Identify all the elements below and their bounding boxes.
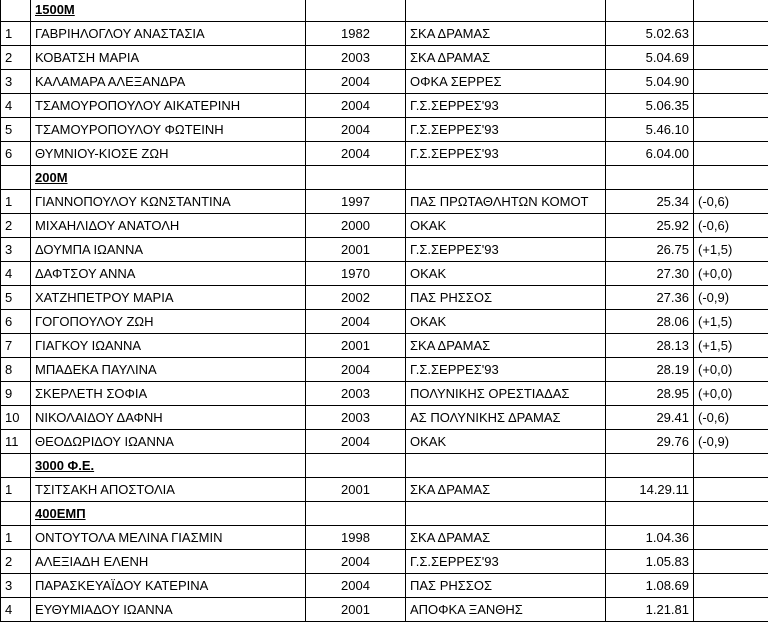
athlete-name-cell[interactable]: ΓΙΑΝΝΟΠΟΥΛΟΥ ΚΩΝΣΤΑΝΤΙΝΑ — [31, 190, 306, 214]
performance-cell[interactable]: 5.46.10 — [606, 118, 694, 142]
rank-cell[interactable]: 11 — [1, 430, 31, 454]
cell-empty[interactable] — [694, 0, 768, 22]
result-row — [1, 118, 768, 142]
athlete-name-cell[interactable]: ΤΣΑΜΟΥΡΟΠΟΥΛΟΥ ΦΩΤΕΙΝΗ — [31, 118, 306, 142]
result-row — [1, 286, 768, 310]
rank-cell[interactable]: 2 — [1, 46, 31, 70]
event-title-cell[interactable] — [31, 166, 306, 190]
event-title: 3000 Φ.Ε. — [35, 458, 95, 473]
cell-empty[interactable] — [1, 166, 31, 190]
athlete-name-cell[interactable]: ΤΣΑΜΟΥΡΟΠΟΥΛΟΥ ΑΙΚΑΤΕΡΙΝΗ — [31, 94, 306, 118]
result-row — [1, 598, 768, 622]
rank-cell[interactable]: 4 — [1, 94, 31, 118]
club-cell[interactable]: Γ.Σ.ΣΕΡΡΕΣ'93 — [406, 142, 606, 166]
athlete-name-cell[interactable]: ΓΟΓΟΠΟΥΛΟΥ ΖΩΗ — [31, 310, 306, 334]
event-title: 1500Μ — [35, 2, 75, 17]
club-cell[interactable]: Γ.Σ.ΣΕΡΡΕΣ'93 — [406, 118, 606, 142]
rank-cell[interactable]: 4 — [1, 598, 31, 622]
wind-cell[interactable] — [694, 118, 768, 142]
result-row — [1, 382, 768, 406]
birth-year-cell[interactable]: 2001 — [306, 478, 406, 502]
result-row — [1, 406, 768, 430]
rank-cell[interactable]: 3 — [1, 238, 31, 262]
club-cell[interactable]: ΟΚΑΚ — [406, 430, 606, 454]
athlete-name-cell[interactable]: ΧΑΤΖΗΠΕΤΡΟΥ ΜΑΡΙΑ — [31, 286, 306, 310]
athlete-name-cell[interactable]: ΕΥΘΥΜΙΑΔΟΥ ΙΩΑΝΝΑ — [31, 598, 306, 622]
performance-cell[interactable]: 29.41 — [606, 406, 694, 430]
club-cell[interactable]: ΟΚΑΚ — [406, 310, 606, 334]
club-cell[interactable]: Γ.Σ.ΣΕΡΡΕΣ'93 — [406, 550, 606, 574]
event-title-cell[interactable] — [31, 502, 306, 526]
club-cell[interactable]: Γ.Σ.ΣΕΡΡΕΣ'93 — [406, 238, 606, 262]
rank-cell[interactable]: 5 — [1, 286, 31, 310]
result-row — [1, 142, 768, 166]
result-row — [1, 574, 768, 598]
wind-cell[interactable] — [694, 598, 768, 622]
cell-empty[interactable] — [694, 502, 768, 526]
athlete-name-cell[interactable]: ΜΙΧΑΗΛΙΔΟΥ ΑΝΑΤΟΛΗ — [31, 214, 306, 238]
birth-year-cell[interactable]: 2003 — [306, 382, 406, 406]
performance-cell[interactable]: 5.04.90 — [606, 70, 694, 94]
athlete-name-cell[interactable]: ΓΑΒΡΙΗΛΟΓΛΟΥ ΑΝΑΣΤΑΣΙΑ — [31, 22, 306, 46]
event-title-cell[interactable] — [31, 454, 306, 478]
cell-empty[interactable] — [406, 166, 606, 190]
club-cell[interactable]: ΠΑΣ ΠΡΩΤΑΘΛΗΤΩΝ ΚΟΜΟΤ — [406, 190, 606, 214]
birth-year-cell[interactable]: 2004 — [306, 358, 406, 382]
performance-cell[interactable]: 1.08.69 — [606, 574, 694, 598]
result-row — [1, 478, 768, 502]
birth-year-cell[interactable]: 2001 — [306, 334, 406, 358]
birth-year-cell[interactable]: 2004 — [306, 70, 406, 94]
rank-cell[interactable]: 2 — [1, 214, 31, 238]
athlete-name-cell[interactable]: ΘΥΜΝΙΟΥ-ΚΙΟΣΕ ΖΩΗ — [31, 142, 306, 166]
rank-cell[interactable]: 2 — [1, 550, 31, 574]
event-header-row — [1, 0, 768, 22]
performance-cell[interactable]: 28.13 — [606, 334, 694, 358]
result-row — [1, 94, 768, 118]
wind-cell[interactable] — [694, 574, 768, 598]
birth-year-cell[interactable]: 1997 — [306, 190, 406, 214]
performance-cell[interactable]: 6.04.00 — [606, 142, 694, 166]
club-cell[interactable]: ΣΚΑ ΔΡΑΜΑΣ — [406, 526, 606, 550]
athlete-name-cell[interactable]: ΔΑΦΤΣΟΥ ΑΝΝΑ — [31, 262, 306, 286]
cell-empty[interactable] — [1, 502, 31, 526]
event-title: 400ΕΜΠ — [35, 506, 86, 521]
athlete-name-cell[interactable]: ΤΣΙΤΣΑΚΗ ΑΠΟΣΤΟΛΙΑ — [31, 478, 306, 502]
result-row — [1, 238, 768, 262]
wind-cell[interactable]: (-0,9) — [694, 430, 768, 454]
club-cell[interactable]: ΣΚΑ ΔΡΑΜΑΣ — [406, 22, 606, 46]
rank-cell[interactable]: 8 — [1, 358, 31, 382]
rank-cell[interactable]: 1 — [1, 22, 31, 46]
result-row — [1, 334, 768, 358]
athlete-name-cell[interactable]: ΓΙΑΓΚΟΥ ΙΩΑΝΝΑ — [31, 334, 306, 358]
athlete-name-cell[interactable]: ΑΛΕΞΙΑΔΗ ΕΛΕΝΗ — [31, 550, 306, 574]
performance-cell[interactable]: 1.21.81 — [606, 598, 694, 622]
birth-year-cell[interactable]: 2003 — [306, 46, 406, 70]
athlete-name-cell[interactable]: ΟΝΤΟΥΤΟΛΑ ΜΕΛΙΝΑ ΓΙΑΣΜΙΝ — [31, 526, 306, 550]
performance-cell[interactable]: 1.04.36 — [606, 526, 694, 550]
birth-year-cell[interactable]: 2001 — [306, 238, 406, 262]
club-cell[interactable]: ΣΚΑ ΔΡΑΜΑΣ — [406, 46, 606, 70]
result-row — [1, 190, 768, 214]
cell-empty[interactable] — [694, 454, 768, 478]
rank-cell[interactable]: 5 — [1, 118, 31, 142]
rank-cell[interactable]: 1 — [1, 478, 31, 502]
rank-cell[interactable]: 9 — [1, 382, 31, 406]
wind-cell[interactable]: (-0,6) — [694, 214, 768, 238]
wind-cell[interactable] — [694, 526, 768, 550]
club-cell[interactable]: ΑΠΟΦΚΑ ΞΑΝΘΗΣ — [406, 598, 606, 622]
event-header-row — [1, 454, 768, 478]
wind-cell[interactable]: (-0,6) — [694, 406, 768, 430]
club-cell[interactable]: Γ.Σ.ΣΕΡΡΕΣ'93 — [406, 358, 606, 382]
result-row — [1, 22, 768, 46]
performance-cell[interactable]: 28.95 — [606, 382, 694, 406]
cell-empty[interactable] — [406, 454, 606, 478]
performance-cell[interactable]: 27.30 — [606, 262, 694, 286]
birth-year-cell[interactable]: 2000 — [306, 214, 406, 238]
wind-cell[interactable]: (-0,6) — [694, 190, 768, 214]
performance-cell[interactable]: 5.04.69 — [606, 46, 694, 70]
rank-cell[interactable]: 4 — [1, 262, 31, 286]
result-row — [1, 358, 768, 382]
birth-year-cell[interactable]: 2004 — [306, 94, 406, 118]
performance-cell[interactable]: 5.02.63 — [606, 22, 694, 46]
cell-empty[interactable] — [306, 502, 406, 526]
event-header-row — [1, 166, 768, 190]
birth-year-cell[interactable]: 1998 — [306, 526, 406, 550]
wind-cell[interactable]: (+1,5) — [694, 310, 768, 334]
rank-cell[interactable]: 3 — [1, 574, 31, 598]
rank-cell[interactable]: 10 — [1, 406, 31, 430]
athlete-name-cell[interactable]: ΜΠΑΔΕΚΑ ΠΑΥΛΙΝΑ — [31, 358, 306, 382]
birth-year-cell[interactable]: 1970 — [306, 262, 406, 286]
wind-cell[interactable] — [694, 550, 768, 574]
wind-cell[interactable]: (+1,5) — [694, 238, 768, 262]
club-cell[interactable]: Γ.Σ.ΣΕΡΡΕΣ'93 — [406, 94, 606, 118]
wind-cell[interactable] — [694, 22, 768, 46]
cell-empty[interactable] — [1, 0, 31, 22]
club-cell[interactable]: ΟΚΑΚ — [406, 214, 606, 238]
performance-cell[interactable]: 27.36 — [606, 286, 694, 310]
wind-cell[interactable]: (-0,9) — [694, 286, 768, 310]
cell-empty[interactable] — [606, 454, 694, 478]
performance-cell[interactable]: 25.92 — [606, 214, 694, 238]
results-table-body — [1, 0, 768, 622]
club-cell[interactable]: ΠΑΣ ΡΗΣΣΟΣ — [406, 574, 606, 598]
rank-cell[interactable]: 6 — [1, 142, 31, 166]
club-cell[interactable]: ΑΣ ΠΟΛΥΝΙΚΗΣ ΔΡΑΜΑΣ — [406, 406, 606, 430]
cell-empty[interactable] — [606, 502, 694, 526]
athlete-name-cell[interactable]: ΘΕΟΔΩΡΙΔΟΥ ΙΩΑΝΝΑ — [31, 430, 306, 454]
wind-cell[interactable] — [694, 46, 768, 70]
performance-cell[interactable]: 5.06.35 — [606, 94, 694, 118]
club-cell[interactable]: ΟΦΚΑ ΣΕΡΡΕΣ — [406, 70, 606, 94]
cell-empty[interactable] — [606, 166, 694, 190]
birth-year-cell[interactable]: 2003 — [306, 406, 406, 430]
cell-empty[interactable] — [694, 166, 768, 190]
wind-cell[interactable]: (+0,0) — [694, 358, 768, 382]
birth-year-cell[interactable]: 2004 — [306, 574, 406, 598]
birth-year-cell[interactable]: 2004 — [306, 310, 406, 334]
birth-year-cell[interactable]: 2004 — [306, 142, 406, 166]
rank-cell[interactable]: 1 — [1, 526, 31, 550]
birth-year-cell[interactable]: 2002 — [306, 286, 406, 310]
rank-cell[interactable]: 1 — [1, 190, 31, 214]
club-cell[interactable]: ΟΚΑΚ — [406, 262, 606, 286]
club-cell[interactable]: ΠΟΛΥΝΙΚΗΣ ΟΡΕΣΤΙΑΔΑΣ — [406, 382, 606, 406]
event-title-cell[interactable] — [31, 0, 306, 22]
wind-cell[interactable]: (+0,0) — [694, 382, 768, 406]
birth-year-cell[interactable]: 2004 — [306, 430, 406, 454]
wind-cell[interactable]: (+0,0) — [694, 262, 768, 286]
result-row — [1, 214, 768, 238]
wind-cell[interactable] — [694, 478, 768, 502]
athlete-name-cell[interactable]: ΚΑΛΑΜΑΡΑ ΑΛΕΞΑΝΔΡΑ — [31, 70, 306, 94]
performance-cell[interactable]: 26.75 — [606, 238, 694, 262]
club-cell[interactable]: ΣΚΑ ΔΡΑΜΑΣ — [406, 334, 606, 358]
performance-cell[interactable]: 14.29.11 — [606, 478, 694, 502]
performance-cell[interactable]: 1.05.83 — [606, 550, 694, 574]
cell-empty[interactable] — [406, 0, 606, 22]
rank-cell[interactable]: 7 — [1, 334, 31, 358]
cell-empty[interactable] — [406, 502, 606, 526]
result-row — [1, 46, 768, 70]
athlete-name-cell[interactable]: ΔΟΥΜΠΑ ΙΩΑΝΝΑ — [31, 238, 306, 262]
athlete-name-cell[interactable]: ΝΙΚΟΛΑΙΔΟΥ ΔΑΦΝΗ — [31, 406, 306, 430]
rank-cell[interactable]: 3 — [1, 70, 31, 94]
result-row — [1, 310, 768, 334]
club-cell[interactable]: ΠΑΣ ΡΗΣΣΟΣ — [406, 286, 606, 310]
birth-year-cell[interactable]: 2004 — [306, 118, 406, 142]
result-row — [1, 526, 768, 550]
performance-cell[interactable]: 29.76 — [606, 430, 694, 454]
result-row — [1, 430, 768, 454]
performance-cell[interactable]: 28.06 — [606, 310, 694, 334]
athlete-name-cell[interactable]: ΣΚΕΡΛΕΤΗ ΣΟΦΙΑ — [31, 382, 306, 406]
cell-empty[interactable] — [306, 166, 406, 190]
wind-cell[interactable]: (+1,5) — [694, 334, 768, 358]
event-title: 200Μ — [35, 170, 68, 185]
event-header-row — [1, 502, 768, 526]
birth-year-cell[interactable]: 1982 — [306, 22, 406, 46]
cell-empty[interactable] — [306, 454, 406, 478]
result-row — [1, 70, 768, 94]
club-cell[interactable]: ΣΚΑ ΔΡΑΜΑΣ — [406, 478, 606, 502]
rank-cell[interactable]: 6 — [1, 310, 31, 334]
athlete-name-cell[interactable]: ΚΟΒΑΤΣΗ ΜΑΡΙΑ — [31, 46, 306, 70]
cell-empty[interactable] — [606, 0, 694, 22]
wind-cell[interactable] — [694, 70, 768, 94]
performance-cell[interactable]: 25.34 — [606, 190, 694, 214]
wind-cell[interactable] — [694, 94, 768, 118]
result-row — [1, 550, 768, 574]
birth-year-cell[interactable]: 2001 — [306, 598, 406, 622]
cell-empty[interactable] — [306, 0, 406, 22]
result-row — [1, 262, 768, 286]
wind-cell[interactable] — [694, 142, 768, 166]
performance-cell[interactable]: 28.19 — [606, 358, 694, 382]
athlete-name-cell[interactable]: ΠΑΡΑΣΚΕΥΑΪΔΟΥ ΚΑΤΕΡΙΝΑ — [31, 574, 306, 598]
birth-year-cell[interactable]: 2004 — [306, 550, 406, 574]
cell-empty[interactable] — [1, 454, 31, 478]
